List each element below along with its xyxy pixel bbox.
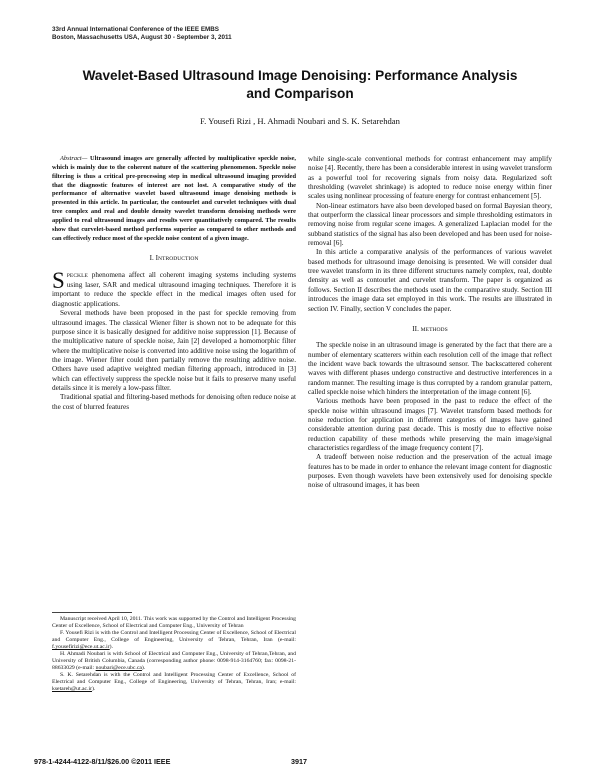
intro-paragraph-3: Traditional spatial and filtering-based methods for denoising often reduce noise at the cost of blurred features: [52, 393, 296, 411]
right-paragraph-1: while single-scale conventional methods for contrast enhancement may amplify noise [4]. Recently, there has been a considerable interest in using wavelet transform as a powerful tool for recovering signals from noisy data. Regularized soft thresholding (wavelet shrinkage) is adopted to reduce noise energy within finer scales using nonlinear processing of feature energy for contrast enhancement [5].: [308, 155, 552, 201]
paper-title: [40, 67, 560, 103]
footer-isbn: 978-1-4244-4122-8/11/$26.00 ©2011 IEEE: [34, 757, 171, 766]
author-2-email[interactable]: noubari@ece.ubc.ca: [95, 665, 142, 672]
right-paragraph-2: Non-linear estimators have also been developed based on formal Bayesian theory, that outperform the classical linear processors and simple thresholding estimators in removing noise from regular scene images. A generalized Laplacian model for the subband statistics of the signal has also been developed and has been used for noise-removal [6].: [308, 201, 552, 248]
author-1-email[interactable]: f.yousefirizi@ece.ut.ac.ir: [52, 644, 110, 651]
intro-paragraph-1: SPECKLE phenomena affect all coherent imaging systems including systems using laser, SAR and medical ultrasound imaging techniques. Therefore it is important to reduce the speckle effect in the medical images often used for diagnostic applications.: [52, 267, 296, 308]
abstract: [52, 155, 296, 243]
drop-cap: S: [52, 267, 65, 293]
right-column: [308, 155, 552, 491]
methods-paragraph-2: Various methods have been proposed in the past to reduce the effect of the speckle noise within ultrasound images [7]. Wavelet transform based methods for noise reduction for application in different categories of images have gained considerable attention during past decade. This is mostly due to effective noise reduction capability of these methods while preserving the main image/signal characteristics regardless of the image frequency content [7].: [308, 397, 552, 452]
abstract-text: Ultrasound images are generally affected by multiplicative speckle noise, which is mainly due to the coherent nature of the scattering phenomenon. Speckle noise filtering is thus a critical pre-processing step in medical ultrasound imaging provided that the diagnostic features of interest are not lost. A comparative study of the performance of alternative wavelet based ultrasound image denoising methods is presented in this article. In particular, the contourlet and curvelet techniques with dual tree complex and real and double density wavelet transform denoising methods were applied to real ultrasound images and results were quantitatively compared. The results show that curvelet-based method performs superior as compared to other methods and can effectively reduce most of the speckle noise content of a given image.: [52, 155, 296, 242]
abstract-label: Abstract—: [60, 155, 88, 162]
footnote-author-2: H. Ahmadi Noubari is with School of Electrical and Computer Eng., University of Tehran,Tehran, and University of British Columbia, Canada (corresponding author phone: 0098-914-3164760; fax: 0098-21-88633029 (e-mail: noubari@ece.ubc.ca).: [52, 651, 296, 672]
intro-paragraph-2: Several methods have been proposed in the past for speckle removing from ultrasound images. The classical Wiener filter is shown not to be adequate for this purpose since it is basically designed for additive noise suppression [1]. Because of the multiplicative nature of speckle noise, Jain [2] developed a homomorphic filter where the multiplicative noise is converted into additive noise using the logarithm of the image. Wiener filter could then partially remove the resulting additive noise. Others have used adaptive weighted median filtering approach, introduced in [3] which can effectively suppress the speckle noise but it fails to preserve many useful details since it is merely a low-pass filter.: [52, 309, 296, 392]
conference-name: 33rd Annual International Conference of the IEEE EMBS: [52, 26, 220, 33]
section-heading-methods: II. METHODS: [412, 324, 448, 333]
footnote-author-1: F. Yousefi Rizi is with the Control and Intelligent Processing Center of Excellence, School of Electrical and Computer Eng., College of Engineering, University of Tehran, Tehran, Iran (e-mail: f.yousefirizi@ece.ut.ac.ir).: [52, 630, 296, 651]
conference-location-date: Boston, Massachusetts USA, August 30 - September 3, 2011: [52, 33, 232, 41]
methods-paragraph-3: A tradeoff between noise reduction and the preservation of the actual image features has to be made in order to enhance the relevant image content for diagnostic purposes. Even though wavelets have been extensively used for denoising speckle noise of ultrasound images, it has been: [308, 453, 552, 490]
section-heading-introduction: I. INTRODUCTION: [149, 254, 199, 263]
drop-cap-word: PECKLE: [66, 272, 88, 279]
page-number: 3917: [291, 757, 307, 766]
methods-paragraph-1: The speckle noise in an ultrasound image is generated by the fact that there are a number of elementary scatterers within each resolution cell of the image that reflect the incident wave back towards the ultrasound sensor. The backscattered coherent waves with different phases undergo constructive and destructive interferences in a random manner. The resulting image is thus corrupted by a random granular pattern, called speckle noise which hinders the interpretation of the image content [6].: [308, 341, 552, 396]
footnote-author-3: S. K. Setarehdan is with the Control and Intelligent Processing Center of Excellence, School of Electrical and Computer Eng., College of Engineering, University of Tehran, Tehran, Iran; e-mail: ksetareh@ut.ac.ir).: [52, 672, 296, 693]
title-line-2: and Comparison: [246, 86, 354, 101]
authors: F. Yousefi Rizi , H. Ahmadi Noubari and S. K. Setarehdan: [200, 116, 400, 126]
author-3-email[interactable]: ksetareh@ut.ac.ir: [52, 686, 92, 693]
left-column: [52, 155, 296, 412]
right-paragraph-3: In this article a comparative analysis of the performances of various wavelet based methods for ultrasound image denoising is presented. We will consider dual tree wavelet transform in its three different structures namely complex, real, double density as well as contourlet and curvelet transform. The paper is organized as follows. Section II describes the methods used in the comparative study. Section III introduces the image data set employed in this work. The results are illustrated in section IV. Finally, section V concludes the paper.: [308, 248, 552, 313]
footnote-rule: [52, 612, 132, 613]
footnote-funding: Manuscript received April 10, 2011. This work was supported by the Control and Intelligent Processing Center of Excellence, School of Electrical and Computer Eng., University of Tehran: [52, 616, 296, 630]
conference-header: [52, 26, 232, 41]
title-line-1: Wavelet-Based Ultrasound Image Denoising: Performance Analysis: [82, 68, 518, 83]
footnotes: [52, 612, 296, 694]
